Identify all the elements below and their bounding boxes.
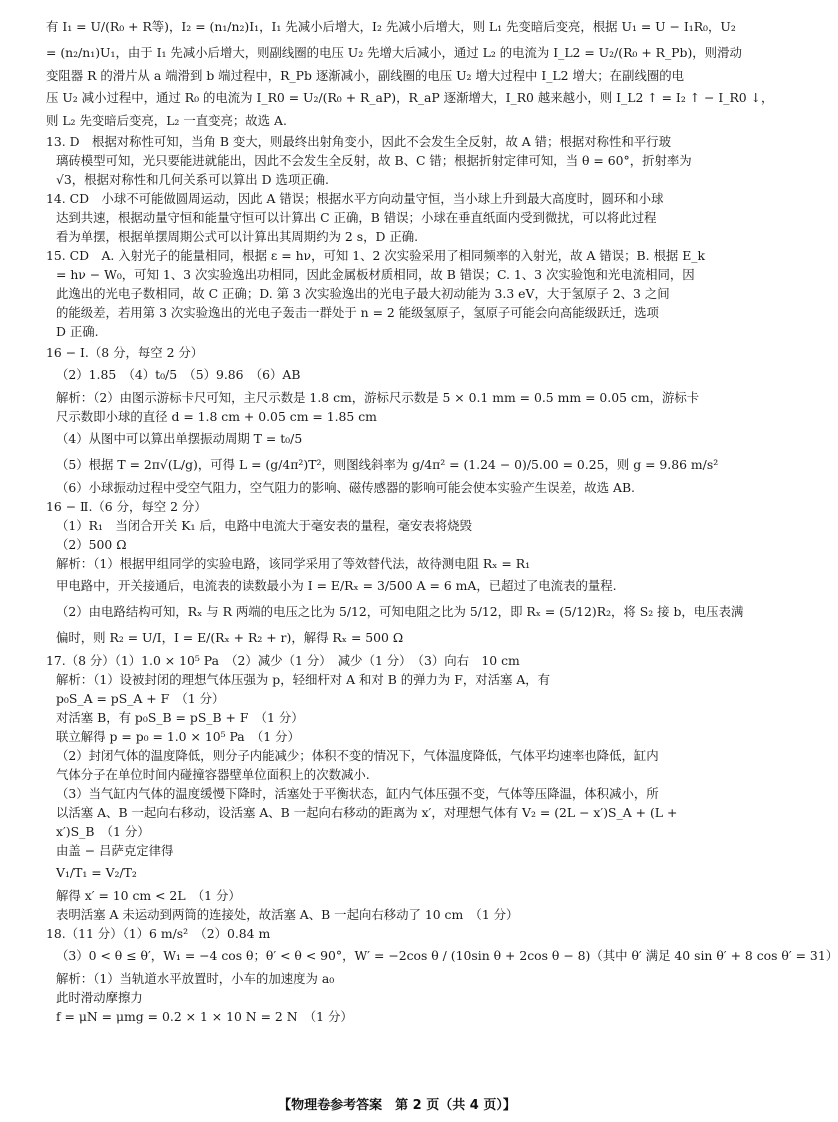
q16-part2 (46, 497, 758, 651)
text-line: 解析：（1）根据甲组同学的实验电路，该同学采用了等效替代法，故待测电阻 Rₓ = R₁ (56, 556, 531, 571)
q13-answer (46, 132, 758, 189)
text-line: p₀S_A = pS_A + F （1 分） (56, 691, 225, 706)
q12-continuation (46, 14, 774, 130)
text-line: 达到共速，根据动量守恒和能量守恒可以计算出 C 正确，B 错误；小球在垂直纸面内受到微扰，可以将此过程 (56, 210, 657, 225)
section-heading: 16 − Ⅱ.（6 分，每空 2 分） (46, 499, 207, 514)
text-line: 此逸出的光电子数相同，故 C 正确；D. 第 3 次实验逸出的光电子最大初动能为 3.3 eV，大于氢原子 2、3 之间 (56, 286, 670, 301)
q18-answer (46, 924, 838, 1026)
section-heading: 17.（8 分）（1）1.0 × 10⁵ Pa （2）减少（1 分） 减少（1 分） （3）向右 10 cm (46, 653, 520, 668)
text-line: 的能级差，若用第 3 次实验逸出的光电子轰击一群处于 n = 2 能级氢原子，氢原子可能会向高能级跃迁，选项 (56, 305, 659, 320)
text-line: = (n₂/n₁)U₁，由于 I₁ 先减小后增大，则副线圈的电压 U₂ 先增大后减小，通过 L₂ 的电流为 I_L2 = U₂/(R₀ + R_Pb)，则滑动 (46, 45, 742, 60)
text-line: 由盖 − 吕萨克定律得 (56, 843, 174, 858)
text-line: 解得 x′ = 10 cm < 2L （1 分） (56, 888, 241, 903)
section-heading: 16 − Ⅰ.（8 分，每空 2 分） (46, 345, 204, 360)
text-line: 则 L₂ 先变暗后变亮，L₂ 一直变亮；故选 A. (46, 113, 287, 128)
text-line: 以活塞 A、B 一起向右移动，设活塞 A、B 一起向右移动的距离为 x′，对理想气体有 V₂ = (2L − x′)S_A + (L + (56, 805, 678, 820)
text-line: 看为单摆，根据单摆周期公式可以计算出其周期约为 2 s，D 正确. (56, 229, 419, 244)
text-line: 对活塞 B，有 p₀S_B = pS_B + F （1 分） (56, 710, 304, 725)
text-line: 璃砖模型可知，光只要能进就能出，因此不会发生全反射，故 B、C 错；根据折射定律可知，当 θ = 60°，折射率为 (56, 153, 692, 168)
text-line: （4）从图中可以算出单摆振动周期 T = t₀/5 (56, 431, 303, 446)
text-line: 偏时，则 R₂ = U/I，I = E/(Rₓ + R₂ + r)，解得 Rₓ = 500 Ω (56, 630, 404, 645)
text-line: 13. D 根据对称性可知，当角 B 变大，则最终出射角变小，因此不会发生全反射，故 A 错；根据对称性和平行玻 (46, 134, 671, 149)
text-line: （1）R₁ 当闭合开关 K₁ 后，电路中电流大于毫安表的量程，毫安表将烧毁 (56, 518, 472, 533)
answer-page (46, 14, 838, 1026)
text-line: 有 I₁ = U/(R₀ + R等)，I₂ = (n₁/n₂)I₁，I₁ 先减小后增大，I₂ 先减小后增大，则 L₁ 先变暗后变亮，根据 U₁ = U − I₁R₀，U₂ (46, 19, 736, 34)
q14-answer (46, 189, 758, 246)
text-line: （6）小球振动过程中受空气阻力，空气阻力的影响、磁传感器的影响可能会使本实验产生误差，故选 AB. (56, 480, 636, 495)
text-line: 压 U₂ 减小过程中，通过 R₀ 的电流为 I_R0 = U₂/(R₀ + R_aP)，R_aP 逐渐增大，I_R0 越来越小，则 I_L2 ↑ = I₂ ↑ − I_R0 ↓， (46, 90, 774, 105)
text-line: 联立解得 p = p₀ = 1.0 × 10⁵ Pa （1 分） (56, 729, 300, 744)
text-line: x′)S_B （1 分） (56, 824, 150, 839)
text-line: 表明活塞 A 未运动到两筒的连接处，故活塞 A、B 一起向右移动了 10 cm （1 分） (56, 907, 519, 922)
text-line: 尺示数即小球的直径 d = 1.8 cm + 0.05 cm = 1.85 cm (56, 409, 377, 424)
text-line: 此时滑动摩擦力 (56, 990, 143, 1005)
answer-line: （2）1.85 （4）t₀/5 （5）9.86 （6）AB (56, 367, 301, 382)
text-line: f = μN = μmg = 0.2 × 1 × 10 N = 2 N （1 分） (56, 1009, 353, 1024)
q16-part1 (46, 343, 758, 497)
q15-answer (46, 246, 758, 341)
text-line: （3）0 < θ ≤ θ′，W₁ = −4 cos θ；θ′ < θ < 90°，W′ = −2cos θ / (10sin θ + 2cos θ − 8)（其中 θ′ 满足 40 sin θ′ + 8 cos θ′ = 31） (56, 948, 838, 963)
section-heading: 18.（11 分）（1）6 m/s² （2）0.84 m (46, 926, 271, 941)
text-line: 15. CD A. 入射光子的能量相同，根据 ε = hν，可知 1、2 次实验采用了相同频率的入射光，故 A 错误；B. 根据 E_k (46, 248, 705, 263)
text-line: （2）封闭气体的温度降低，则分子内能减少；体积不变的情况下，气体温度降低，气体平均速率也降低，缸内 (56, 748, 659, 763)
text-line: （2）由电路结构可知，Rₓ 与 R 两端的电压之比为 5/12，可知电阻之比为 5/12，即 Rₓ = (5/12)R₂，将 S₂ 接 b，电压表满 (56, 604, 744, 619)
text-line: 解析：（1）设被封闭的理想气体压强为 p，轻细杆对 A 和对 B 的弹力为 F，对活塞 A，有 (56, 672, 551, 687)
text-line: √3，根据对称性和几何关系可以算出 D 选项正确. (56, 172, 329, 187)
text-line: 气体分子在单位时间内碰撞容器壁单位面积上的次数减小. (56, 767, 370, 782)
text-line: 解析：（2）由图示游标卡尺可知，主尺示数是 1.8 cm，游标尺示数是 5 × 0.1 mm = 0.5 mm = 0.05 cm，游标卡 (56, 390, 700, 405)
text-line: 14. CD 小球不可能做圆周运动，因此 A 错误；根据水平方向动量守恒，当小球上升到最大高度时，圆环和小球 (46, 191, 664, 206)
text-line: = hν − W₀，可知 1、3 次实验逸出功相同，因此金属板材质相同，故 B 错误；C. 1、3 次实验饱和光电流相同，因 (56, 267, 695, 282)
formula-line: V₁/T₁ = V₂/T₂ (56, 865, 137, 880)
text-line: D 正确. (56, 324, 99, 339)
text-line: 变阻器 R 的滑片从 a 端滑到 b 端过程中，R_Pb 逐渐减小，副线圈的电压 U₂ 增大过程中 I_L2 增大；在副线圈的电 (46, 68, 685, 83)
text-line: （3）当气缸内气体的温度缓慢下降时，活塞处于平衡状态，缸内气体压强不变，气体等压降温，体积减小，所 (56, 786, 659, 801)
text-line: 解析：（1）当轨道水平放置时，小车的加速度为 a₀ (56, 971, 335, 986)
text-line: （5）根据 T = 2π√(L/g)，可得 L = (g/4π²)T²，则图线斜率为 g/4π² = (1.24 − 0)/5.00 = 0.25，则 g = 9.86 m/s² (56, 457, 719, 472)
q17-answer (46, 651, 758, 924)
page-footer: 【物理卷参考答案 第 2 页（共 4 页）】 (278, 1098, 516, 1113)
text-line: （2）500 Ω (56, 537, 127, 552)
text-line: 甲电路中，开关接通后，电流表的读数最小为 I = E/Rₓ = 3/500 A = 6 mA，已超过了电流表的量程. (56, 578, 617, 593)
